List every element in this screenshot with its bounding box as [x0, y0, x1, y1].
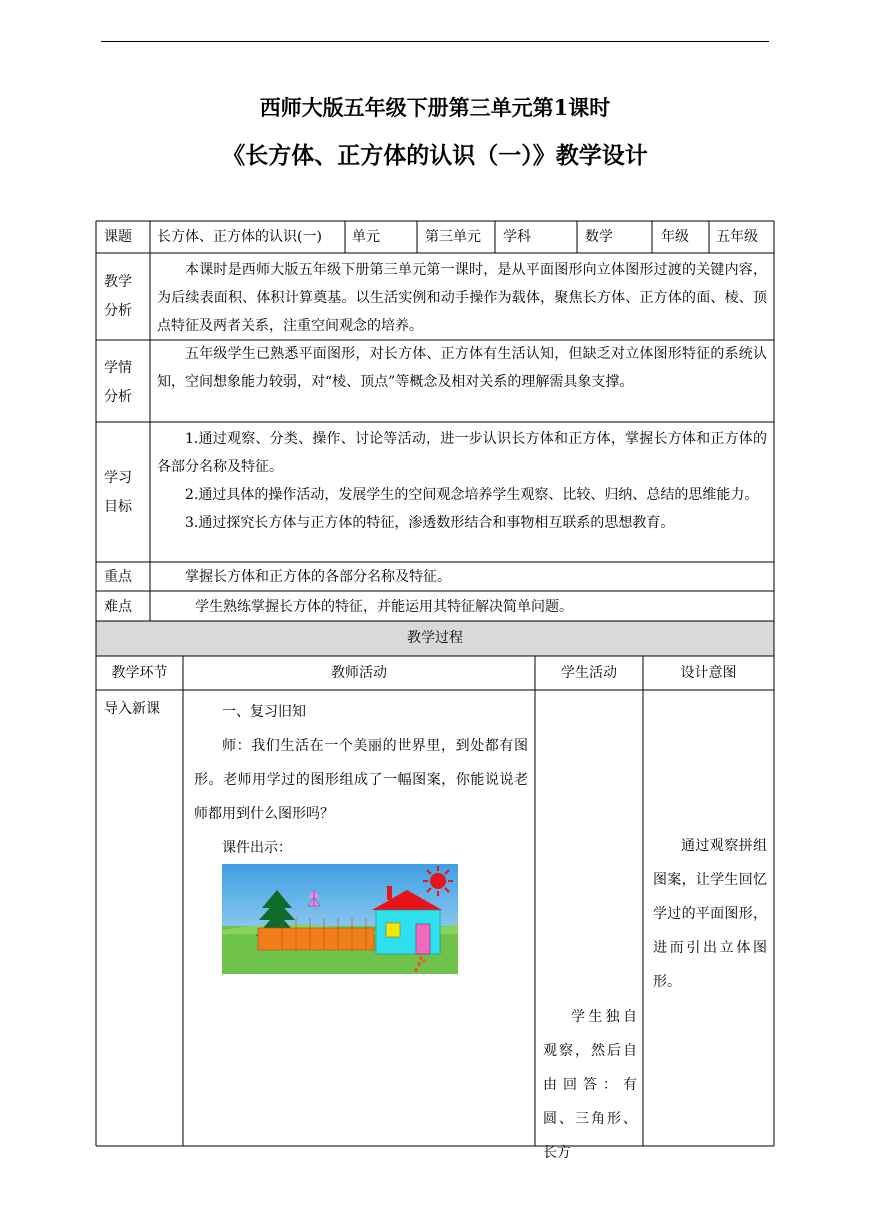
teacher-activity [194, 695, 528, 865]
objectives-list [157, 425, 767, 537]
col-intent: 设计意图 [680, 665, 737, 681]
grade-value: 五年级 [716, 229, 758, 245]
doc-title-line2: 《长方体、正方体的认识（一）》教学设计 [222, 142, 648, 169]
student-analysis-text: 五年级学生已熟悉平面图形，对长方体、正方体有生活认知，但缺乏对立体图形特征的系统认知，空间想象能力较弱，对“棱、顶点”等概念及相对关系的理解需具象支撑。 [157, 346, 767, 390]
doc-title-line1: 西师大版五年级下册第三单元第1课时 [259, 95, 611, 120]
courseware-scene-image [222, 864, 458, 974]
student-activity: 学生独自观察，然后自由回答：有圆、三角形、长方 [543, 1009, 637, 1161]
topic-value: 长方体、正方体的认识(一) [157, 229, 322, 245]
label-key-point: 重点 [104, 569, 132, 585]
process-header: 教学过程 [407, 630, 463, 646]
col-teacher: 教师活动 [331, 665, 387, 681]
label-subject: 学科 [503, 229, 531, 245]
teaching-analysis-text: 本课时是西师大版五年级下册第三单元第一课时，是从平面图形向立体图形过渡的关键内容，为后续表面积、体积计算奠基。以生活实例和动手操作为载体，聚焦长方体、正方体的面、棱、顶点特征及两者关系，注重空间观念的培养。 [157, 262, 767, 334]
label-topic: 课题 [104, 229, 132, 245]
teacher-heading: 一、复习旧知 [222, 704, 306, 720]
label-grade: 年级 [661, 229, 689, 245]
objective-item: 2.通过具体的操作活动，发展学生的空间观念培养学生观察、比较、归纳、总结的思维能力。 [185, 487, 759, 503]
design-intent: 通过观察拼组图案，让学生回忆学过的平面图形，进而引出立体图形。 [653, 838, 767, 990]
label-objectives: 学习 目标 [104, 470, 132, 515]
courseware-label: 课件出示： [222, 840, 292, 856]
col-stage: 教学环节 [111, 665, 168, 681]
unit-value: 第三单元 [425, 229, 481, 245]
key-point-text: 掌握长方体和正方体的各部分名称及特征。 [185, 569, 451, 585]
header-rule [101, 41, 769, 42]
objective-item: 3.通过探究长方体与正方体的特征，渗透数形结合和事物相互联系的思想教育。 [185, 515, 675, 531]
difficulty-text: 学生熟练掌握长方体的特征，并能运用其特征解决简单问题。 [195, 599, 573, 615]
stage-label: 导入新课 [104, 701, 160, 717]
teacher-dialogue: 师：我们生活在一个美丽的世界里，到处都有图形。老师用学过的图形组成了一幅图案，你能说说老师都用到什么图形吗？ [194, 738, 528, 822]
label-difficulty: 难点 [104, 599, 132, 615]
label-student-analysis: 学情 分析 [104, 360, 132, 405]
sun-shape [423, 866, 453, 896]
objective-item: 1.通过观察、分类、操作、讨论等活动，进一步认识长方体和正方体，掌握长方体和正方体的各部分名称及特征。 [157, 431, 767, 475]
subject-value: 数学 [585, 229, 613, 245]
col-student: 学生活动 [561, 665, 617, 681]
label-unit: 单元 [352, 229, 380, 245]
label-teaching-analysis: 教学 分析 [104, 274, 132, 319]
